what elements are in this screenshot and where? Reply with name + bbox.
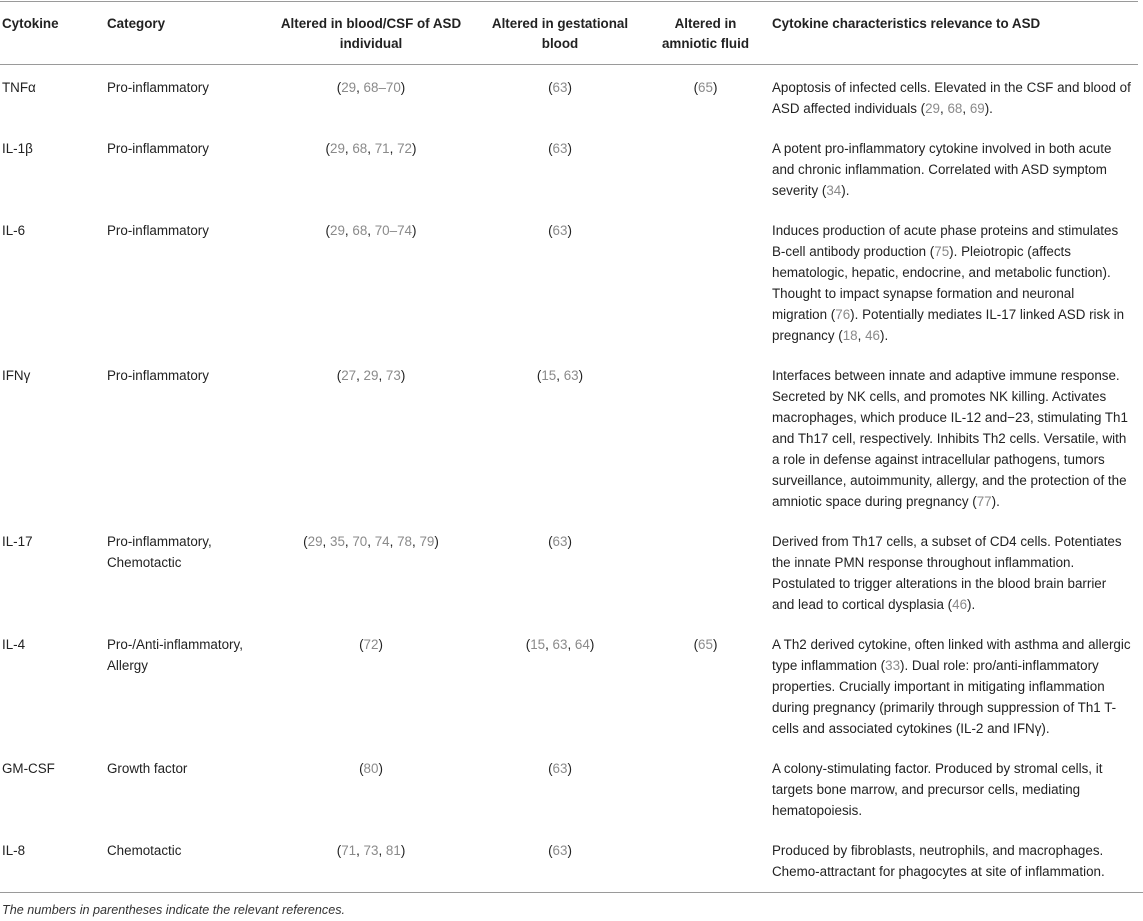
text-segment: ( xyxy=(548,761,553,776)
header-row xyxy=(0,2,1138,65)
cell-blood-csf xyxy=(267,624,475,748)
reference-link[interactable]: 63 xyxy=(552,80,568,95)
text-segment: , xyxy=(857,328,866,343)
reference-link[interactable]: 77 xyxy=(976,494,992,509)
reference-link[interactable]: 72 xyxy=(363,637,379,652)
text-segment: ( xyxy=(536,368,542,383)
text-segment: , xyxy=(567,637,575,652)
text-segment: ) xyxy=(400,368,406,383)
reference-link[interactable]: 29 xyxy=(307,534,323,549)
cell-blood-csf xyxy=(267,210,475,355)
reference-link[interactable]: 63 xyxy=(552,141,568,156)
cell-characteristics xyxy=(766,65,1138,129)
text-segment: ( xyxy=(303,534,308,549)
text-segment: , xyxy=(367,141,375,156)
text-segment: Produced by fibroblasts, neutrophils, and macrophages. Chemo-attractant for phagocytes at site of inflammation. xyxy=(772,843,1105,879)
cell-blood-csf xyxy=(267,748,475,830)
cell-gestational-blood xyxy=(475,748,645,830)
table-row xyxy=(0,65,1138,129)
text-segment: , xyxy=(378,843,386,858)
text-segment: ). xyxy=(991,494,1000,509)
text-segment: ) xyxy=(567,761,572,776)
text-segment: ( xyxy=(336,843,342,858)
cell-gestational-blood xyxy=(475,355,645,521)
reference-link[interactable]: 63 xyxy=(552,223,568,238)
reference-link[interactable]: 34 xyxy=(826,183,842,198)
text-segment: ( xyxy=(548,843,553,858)
cell-cytokine: IL-4 xyxy=(2,637,26,652)
text-segment: , xyxy=(556,368,564,383)
text-segment: , xyxy=(389,534,398,549)
header-characteristics: Cytokine characteristics relevance to ASD xyxy=(766,2,1138,65)
text-segment: ( xyxy=(525,637,531,652)
table-footnote: The numbers in parentheses indicate the relevant references. xyxy=(2,903,346,917)
text-segment: Apoptosis of infected cells. Elevated in the CSF and blood of ASD affected individuals ( xyxy=(772,80,1131,116)
cell-amniotic-fluid xyxy=(645,65,766,129)
reference-link[interactable]: 78 xyxy=(397,534,412,549)
reference-link[interactable]: 71 xyxy=(341,843,357,858)
reference-link[interactable]: 63 xyxy=(552,761,568,776)
cell-characteristics xyxy=(766,210,1138,355)
cell-category: Growth factor xyxy=(107,761,188,776)
text-segment: , xyxy=(389,141,398,156)
cell-gestational-blood xyxy=(475,521,645,624)
cell-cytokine: IL-8 xyxy=(2,843,26,858)
reference-link[interactable]: 72 xyxy=(397,141,412,156)
table-row xyxy=(0,748,1138,830)
cell-gestational-blood xyxy=(475,830,645,892)
cell-amniotic-fluid xyxy=(645,521,766,624)
text-segment: , xyxy=(356,843,364,858)
text-segment: ). xyxy=(967,597,976,612)
reference-link[interactable]: 73 xyxy=(385,368,401,383)
cell-amniotic-fluid xyxy=(645,748,766,830)
text-segment: , xyxy=(367,223,375,238)
table-row xyxy=(0,830,1138,892)
text-segment: ( xyxy=(693,637,699,652)
table-row xyxy=(0,355,1138,521)
reference-link[interactable]: 63 xyxy=(552,843,568,858)
cell-category: Pro-inflammatory, Chemotactic xyxy=(107,534,212,570)
reference-link[interactable]: 29 xyxy=(363,368,379,383)
header-cytokine: Cytokine xyxy=(0,2,101,65)
cell-characteristics xyxy=(766,128,1138,210)
cell-characteristics xyxy=(766,624,1138,748)
reference-link[interactable]: 29 xyxy=(330,223,345,238)
text-segment: ). Dual role: pro/anti-inflammatory properties. Crucially important in mitigating inflammation during pregnancy (primarily through suppression of Th1 T-cells and associated cytokines (IL-2 and IFNγ). xyxy=(772,658,1117,736)
cell-amniotic-fluid xyxy=(645,355,766,521)
reference-link[interactable]: 46 xyxy=(952,597,968,612)
reference-link[interactable]: 68 xyxy=(352,141,368,156)
reference-link[interactable]: 70–74 xyxy=(374,223,412,238)
reference-link[interactable]: 75 xyxy=(934,244,950,259)
header-gestational-blood: Altered in gestational blood xyxy=(475,2,645,65)
cell-gestational-blood xyxy=(475,65,645,129)
text-segment: ) xyxy=(434,534,439,549)
text-segment: ) xyxy=(400,80,406,95)
reference-link[interactable]: 81 xyxy=(385,843,401,858)
reference-link[interactable]: 63 xyxy=(563,368,579,383)
reference-link[interactable]: 29 xyxy=(341,80,357,95)
reference-link[interactable]: 29 xyxy=(925,101,940,116)
cell-cytokine: IL-17 xyxy=(2,534,33,549)
table-body xyxy=(0,65,1138,893)
reference-link[interactable]: 33 xyxy=(885,658,901,673)
cell-blood-csf xyxy=(267,830,475,892)
cell-characteristics xyxy=(766,748,1138,830)
reference-link[interactable]: 68 xyxy=(352,223,368,238)
reference-link[interactable]: 63 xyxy=(552,534,568,549)
text-segment: , xyxy=(378,368,386,383)
text-segment: ) xyxy=(400,843,406,858)
text-segment: ) xyxy=(578,368,584,383)
text-segment: A Th2 derived cytokine, often linked with asthma and allergic type inflammation ( xyxy=(772,637,1131,673)
cell-characteristics xyxy=(766,355,1138,521)
text-segment: ) xyxy=(567,80,572,95)
text-segment: Derived from Th17 cells, a subset of CD4 cells. Potentiates the innate PMN response throughout inflammation. Postulated to trigger alterations in the blood brain barrier and lead to cortical dysplasia ( xyxy=(772,534,1122,612)
reference-link[interactable]: 65 xyxy=(698,637,713,652)
text-segment: ( xyxy=(548,80,553,95)
text-segment: , xyxy=(344,141,353,156)
cytokine-table xyxy=(0,1,1138,892)
cell-amniotic-fluid xyxy=(645,128,766,210)
cell-gestational-blood xyxy=(475,210,645,355)
reference-link[interactable]: 76 xyxy=(835,307,851,322)
reference-link[interactable]: 35 xyxy=(330,534,345,549)
text-segment: , xyxy=(545,637,553,652)
text-segment: , xyxy=(322,534,330,549)
cell-category: Pro-inflammatory xyxy=(107,141,209,156)
reference-link[interactable]: 69 xyxy=(969,101,985,116)
text-segment: ) xyxy=(411,141,417,156)
reference-link[interactable]: 68–70 xyxy=(363,80,401,95)
header-blood-csf: Altered in blood/CSF of ASD individual xyxy=(267,2,475,65)
table-row xyxy=(0,210,1138,355)
text-segment: ( xyxy=(548,223,553,238)
cell-category: Pro-inflammatory xyxy=(107,223,209,238)
reference-link[interactable]: 63 xyxy=(552,637,568,652)
text-segment: , xyxy=(356,368,364,383)
text-segment: A potent pro-inflammatory cytokine involved in both acute and chronic inflammation. Correlated with ASD symptom severity ( xyxy=(772,141,1112,198)
cell-blood-csf xyxy=(267,521,475,624)
text-segment: ( xyxy=(548,534,553,549)
cell-amniotic-fluid xyxy=(645,210,766,355)
cell-blood-csf xyxy=(267,128,475,210)
reference-link[interactable]: 46 xyxy=(865,328,880,343)
reference-link[interactable]: 27 xyxy=(341,368,357,383)
text-segment: A colony-stimulating factor. Produced by stromal cells, it targets bone marrow, and precursor cells, mediating hematopoiesis. xyxy=(772,761,1103,818)
text-segment: ). xyxy=(879,328,889,343)
reference-link[interactable]: 70 xyxy=(352,534,368,549)
text-segment: ( xyxy=(548,141,553,156)
text-segment: ) xyxy=(378,637,383,652)
reference-link[interactable]: 79 xyxy=(419,534,435,549)
reference-link[interactable]: 15 xyxy=(541,368,557,383)
header-category: Category xyxy=(101,2,267,65)
text-segment: Interfaces between innate and adaptive immune response. Secreted by NK cells, and promotes NK killing. Activates macrophages, which produce IL-12 and−23, stimulating Th1 and Th17 cell, respectively. Inhibits Th2 cells. Versatile, with a role in defense against intracellular pathogens, tumors surveillance, autoimmunity, allergy, and the protection of the amniotic space during pregnancy ( xyxy=(772,368,1128,509)
reference-link[interactable]: 15 xyxy=(530,637,546,652)
text-segment: ( xyxy=(359,637,364,652)
text-segment: , xyxy=(367,534,375,549)
text-segment: ). xyxy=(841,183,850,198)
cell-cytokine: TNFα xyxy=(2,80,36,95)
text-segment: , xyxy=(411,534,420,549)
text-segment: ( xyxy=(336,368,342,383)
reference-link[interactable]: 73 xyxy=(363,843,379,858)
cell-category: Pro-/Anti-inflammatory, Allergy xyxy=(107,637,243,673)
cell-characteristics xyxy=(766,521,1138,624)
text-segment: , xyxy=(344,534,353,549)
reference-link[interactable]: 18 xyxy=(842,328,858,343)
text-segment: ) xyxy=(378,761,383,776)
text-segment: , xyxy=(344,223,353,238)
text-segment: , xyxy=(356,80,364,95)
cell-characteristics xyxy=(766,830,1138,892)
cell-blood-csf xyxy=(267,65,475,129)
cell-category: Pro-inflammatory xyxy=(107,368,209,383)
text-segment: ) xyxy=(567,141,572,156)
text-segment: , xyxy=(962,101,970,116)
text-segment: ( xyxy=(325,141,330,156)
reference-link[interactable]: 80 xyxy=(363,761,379,776)
cell-gestational-blood xyxy=(475,128,645,210)
text-segment: ( xyxy=(336,80,342,95)
reference-link[interactable]: 65 xyxy=(698,80,713,95)
reference-link[interactable]: 74 xyxy=(374,534,390,549)
text-segment: ) xyxy=(567,223,572,238)
cell-cytokine: IL-6 xyxy=(2,223,26,238)
reference-link[interactable]: 29 xyxy=(330,141,345,156)
cell-amniotic-fluid xyxy=(645,830,766,892)
text-segment: ). Potentially mediates IL-17 linked ASD risk in pregnancy ( xyxy=(772,307,1125,343)
reference-link[interactable]: 71 xyxy=(374,141,390,156)
cell-cytokine: GM-CSF xyxy=(2,761,55,776)
cell-cytokine: IFNγ xyxy=(2,368,31,383)
table-row xyxy=(0,624,1138,748)
table-header xyxy=(0,2,1138,65)
cell-cytokine: IL-1β xyxy=(2,141,33,156)
table-row xyxy=(0,521,1138,624)
text-segment: ) xyxy=(712,637,718,652)
cell-amniotic-fluid xyxy=(645,624,766,748)
text-segment: ) xyxy=(411,223,417,238)
text-segment: ( xyxy=(325,223,331,238)
text-segment: ( xyxy=(359,761,364,776)
cell-blood-csf xyxy=(267,355,475,521)
cell-category: Chemotactic xyxy=(107,843,182,858)
text-segment: , xyxy=(940,101,948,116)
text-segment: ). Pleiotropic (affects hematologic, hepatic, endocrine, and metabolic function). Thought to impact synapse formation and neuronal migration ( xyxy=(772,244,1111,322)
text-segment: Induces production of acute phase proteins and stimulates B-cell antibody production ( xyxy=(772,223,1119,259)
text-segment: ). xyxy=(984,101,993,116)
cell-gestational-blood xyxy=(475,624,645,748)
table-row xyxy=(0,128,1138,210)
cell-category: Pro-inflammatory xyxy=(107,80,209,95)
bottom-rule xyxy=(0,892,1143,893)
text-segment: ) xyxy=(567,534,572,549)
reference-link[interactable]: 64 xyxy=(574,637,590,652)
text-segment: ) xyxy=(589,637,595,652)
reference-link[interactable]: 68 xyxy=(947,101,963,116)
text-segment: ) xyxy=(567,843,572,858)
page xyxy=(0,1,1143,915)
text-segment: ) xyxy=(712,80,718,95)
text-segment: ( xyxy=(693,80,699,95)
header-amniotic-fluid: Altered in amniotic fluid xyxy=(645,2,766,65)
